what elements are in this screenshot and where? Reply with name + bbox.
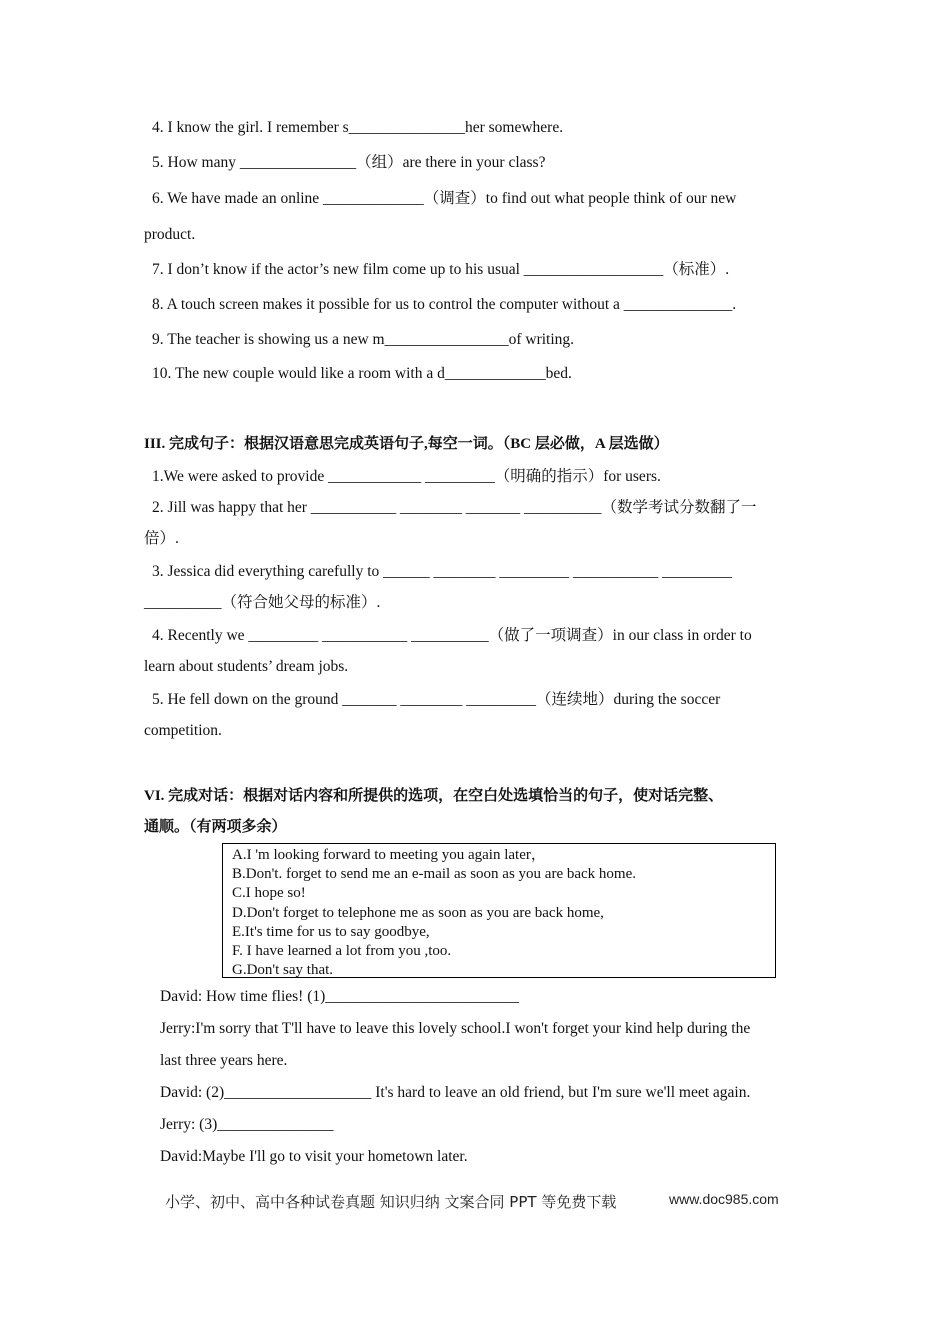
dialogue-line-2: Jerry:I'm sorry that T'll have to leave this lovely school.I won't forget your kind help during the — [160, 1020, 751, 1037]
option-b: B.Don't. forget to send me an e-mail as soon as you are back home. — [232, 866, 636, 882]
dialogue-line-4: Jerry: (3)_______________ — [160, 1116, 334, 1133]
footer — [165, 1191, 779, 1212]
sentence-item-2-cont: 倍）. — [144, 530, 179, 547]
sentence-item-5-cont: competition. — [144, 722, 222, 739]
option-a: A.I 'm looking forward to meeting you again later， — [232, 847, 546, 863]
dialogue-line-3: David: (2)___________________ It's hard to leave an old friend, but I'm sure we'll meet again. — [160, 1084, 751, 1101]
exercise-item-5: 5. How many _______________（组）are there in your class? — [152, 154, 546, 171]
section-3-heading: III. 完成句子：根据汉语意思完成英语句子,每空一词。（BC 层必做，A 层选做） — [144, 436, 669, 452]
sentence-item-4: 4. Recently we _________ ___________ __________（做了一项调查）in our class in order to — [152, 627, 752, 644]
exercise-item-9: 9. The teacher is showing us a new m________________of writing. — [152, 331, 575, 348]
sentence-item-4-cont: learn about students’ dream jobs. — [144, 658, 349, 675]
option-d: D.Don't forget to telephone me as soon as you are back home, — [232, 905, 604, 921]
exercise-item-4: 4. I know the girl. I remember s_______________her somewhere. — [152, 119, 564, 136]
dialogue-line-1: David: How time flies! (1)_________________________ — [160, 988, 520, 1005]
options-box — [222, 843, 776, 978]
exercise-item-6: 6. We have made an online _____________（调查）to find out what people think of our new — [152, 190, 737, 207]
option-g: G.Don't say that. — [232, 962, 334, 978]
dialogue-line-5: David:Maybe I'll go to visit your hometown later. — [160, 1148, 468, 1165]
section-6-heading: VI. 完成对话：根据对话内容和所提供的选项，在空白处选填恰当的句子，使对话完整、 — [144, 788, 724, 804]
exercise-item-10: 10. The new couple would like a room with a d_____________bed. — [152, 365, 572, 382]
sentence-item-3: 3. Jessica did everything carefully to ______ ________ _________ ___________ _________ — [152, 563, 732, 580]
option-e: E.It's time for us to say goodbye, — [232, 924, 430, 940]
dialogue-line-2-cont: last three years here. — [160, 1052, 288, 1069]
sentence-item-3-cont: __________（符合她父母的标准）. — [144, 594, 381, 611]
option-f: F. I have learned a lot from you ,too. — [232, 943, 452, 959]
sentence-item-5: 5. He fell down on the ground _______ ________ _________（连续地）during the soccer — [152, 691, 721, 708]
exercise-item-8: 8. A touch screen makes it possible for us to control the computer without a ______________. — [152, 296, 737, 313]
option-c: C.I hope so! — [232, 885, 306, 901]
section-6-heading-cont: 通顺。（有两项多余） — [144, 819, 287, 835]
sentence-item-1: 1.We were asked to provide ____________ _________（明确的指示）for users. — [152, 468, 661, 485]
exercise-item-6-cont: product. — [144, 226, 196, 243]
sentence-item-2: 2. Jill was happy that her ___________ ________ _______ __________（数学考试分数翻了一 — [152, 499, 757, 516]
footer-url[interactable]: www.doc985.com — [669, 1191, 779, 1207]
exercise-item-7: 7. I don’t know if the actor’s new film come up to his usual __________________（标准）. — [152, 261, 730, 278]
footer-text: 小学、初中、高中各种试卷真题 知识归纳 文案合同 PPT 等免费下载 — [165, 1193, 617, 1211]
